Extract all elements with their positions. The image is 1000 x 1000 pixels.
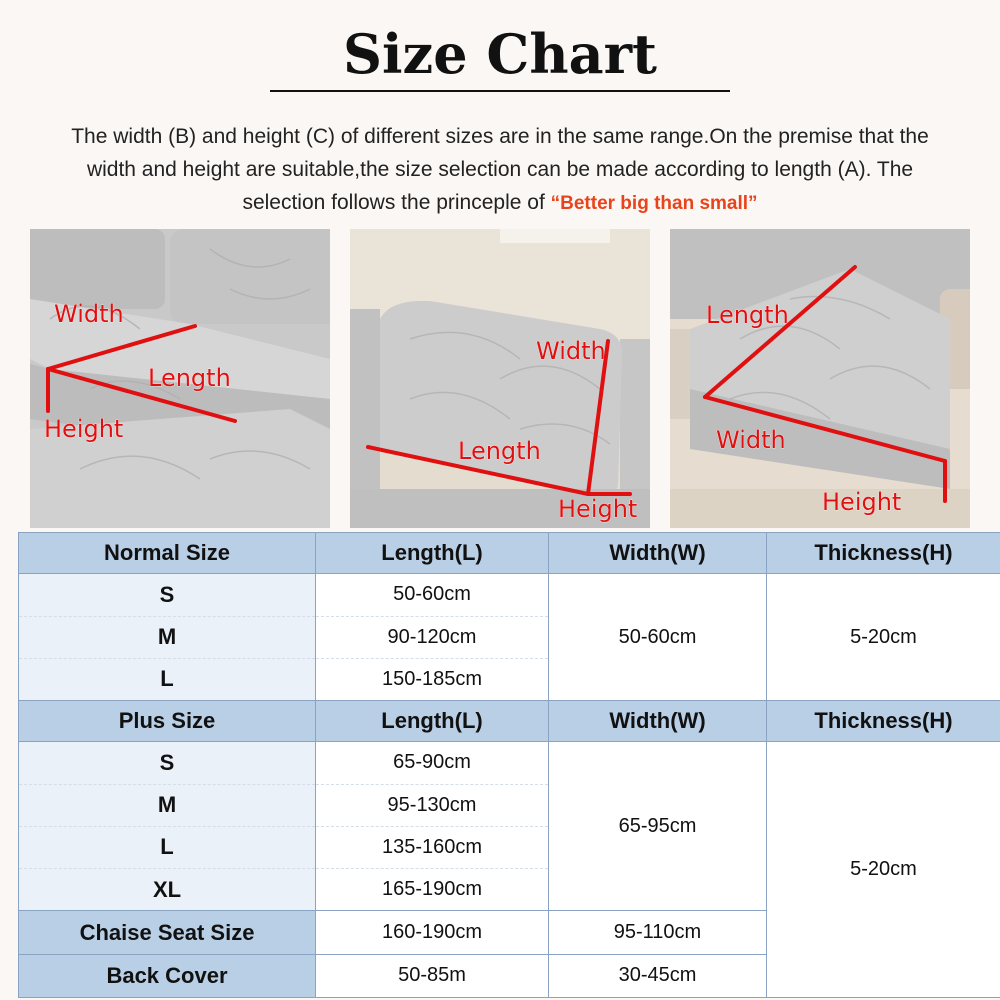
label-height: Height — [44, 415, 124, 443]
length-cell: 150-185cm — [316, 658, 549, 700]
size-cell: S — [19, 742, 316, 784]
table-row — [19, 574, 1000, 616]
normal-size-header: Normal Size — [19, 533, 316, 574]
column-length: Length(L) — [316, 533, 549, 574]
label-width: Width — [536, 337, 606, 365]
length-cell: 50-60cm — [316, 574, 549, 616]
plus-size-header: Plus Size — [19, 701, 316, 742]
column-width: Width(W) — [549, 701, 767, 742]
chaise-size-label: Chaise Seat Size — [19, 911, 316, 954]
product-photo-1 — [30, 229, 330, 528]
description-text: The width (B) and height (C) of different sizes are in the same range.On the premise that the width and height are suitable,the size selection can be made according to length (A). The selection follows the princeple of — [71, 125, 929, 214]
width-cell: 50-60cm — [549, 574, 767, 701]
title-underline — [270, 90, 730, 92]
page-title: Size Chart — [343, 22, 657, 86]
label-length: Length — [148, 364, 231, 392]
label-width: Width — [54, 300, 124, 328]
table-row — [19, 742, 1000, 784]
width-cell: 30-45cm — [549, 954, 767, 997]
length-cell: 90-120cm — [316, 616, 549, 658]
label-height: Height — [558, 495, 638, 523]
label-width: Width — [716, 426, 786, 454]
length-cell: 135-160cm — [316, 826, 549, 868]
column-thickness: Thickness(H) — [767, 701, 1000, 742]
table-header-row — [19, 701, 1000, 742]
sofa-illustration-1 — [30, 229, 330, 528]
size-cell: L — [19, 658, 316, 700]
sofa-illustration-2 — [350, 229, 650, 528]
description — [60, 120, 940, 220]
table-header-row — [19, 533, 1000, 574]
width-cell: 65-95cm — [549, 742, 767, 911]
label-height: Height — [822, 488, 902, 516]
label-length: Length — [706, 301, 789, 329]
size-table — [18, 532, 1000, 998]
length-cell: 65-90cm — [316, 742, 549, 784]
thickness-cell: 5-20cm — [767, 574, 1000, 701]
back-cover-label: Back Cover — [19, 954, 316, 997]
sofa-illustration-3 — [670, 229, 970, 528]
column-width: Width(W) — [549, 533, 767, 574]
header — [0, 0, 1000, 228]
thickness-cell: 5-20cm — [767, 742, 1000, 998]
product-photo-2 — [350, 229, 650, 528]
size-cell: M — [19, 784, 316, 826]
column-length: Length(L) — [316, 701, 549, 742]
size-cell: S — [19, 574, 316, 616]
length-cell: 50-85m — [316, 954, 549, 997]
label-length: Length — [458, 437, 541, 465]
size-cell: M — [19, 616, 316, 658]
length-cell: 160-190cm — [316, 911, 549, 954]
product-photo-3 — [670, 229, 970, 528]
length-cell: 165-190cm — [316, 869, 549, 911]
size-cell: L — [19, 826, 316, 868]
width-cell: 95-110cm — [549, 911, 767, 954]
length-cell: 95-130cm — [316, 784, 549, 826]
column-thickness: Thickness(H) — [767, 533, 1000, 574]
size-cell: XL — [19, 869, 316, 911]
description-highlight: “Better big than small” — [550, 193, 758, 214]
